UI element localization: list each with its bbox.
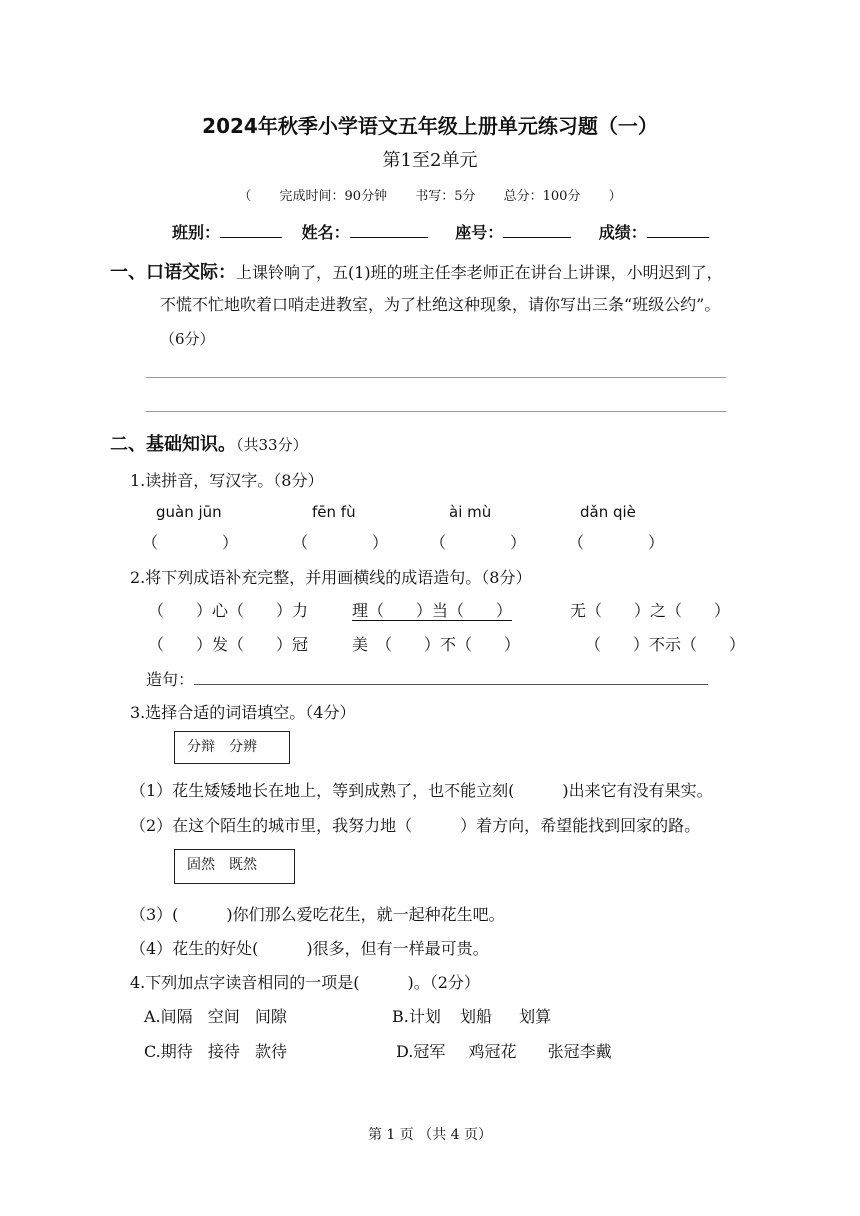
option-d-label: D. [396, 1042, 414, 1061]
sentence-4: （4）花生的好处( )很多，但有一样最可贵。 [130, 939, 489, 958]
class-label: 班别： [172, 223, 221, 242]
idiom-1[interactable]: （ ）心（ ）力 [148, 601, 309, 620]
option-d-word-2: 鸡冠花 [468, 1042, 517, 1061]
option-c-word-3: 款待 [254, 1042, 287, 1061]
total-score: 总分：100分 [503, 189, 581, 204]
page-footer: 第 1 页 （共 4 页） [367, 1127, 493, 1143]
question-4-title: 4.下列加点字读音相同的一项是( )。（2分） [130, 973, 480, 992]
idiom-5[interactable]: 美 （ ）不（ ） [352, 635, 521, 654]
name-label: 姓名： [301, 223, 350, 242]
option-b-label: B. [392, 1007, 409, 1026]
option-a-label: A. [144, 1007, 161, 1026]
option-b-word-2: 划船 [459, 1007, 492, 1026]
section-2-heading: 二、基础知识。 [110, 434, 236, 455]
option-d-word-1: 冠军 [413, 1042, 446, 1061]
pinyin-1: guàn jūn [156, 503, 222, 521]
option-c-word-2: 接待 [207, 1042, 240, 1061]
sentence-1: （1）花生矮矮地长在地上，等到成熟了，也不能立刻( )出来它有没有果实。 [130, 781, 713, 800]
section-1-line-2: 不慌不忙地吹着口哨走进教室，为了杜绝这种现象，请你写出三条“班级公约”。 [160, 295, 721, 314]
idiom-2-underlined[interactable]: 理（ ）当（ ） [352, 601, 513, 620]
section-1 [110, 258, 723, 284]
option-c[interactable] [144, 1039, 287, 1062]
option-b-word-1: 计划 [408, 1007, 441, 1026]
sentence-label: 造句： [146, 670, 195, 689]
exam-note [0, 185, 860, 204]
section-1-points: （6分） [160, 330, 215, 348]
pinyin-2: fēn fù [312, 503, 356, 521]
section-2-header [110, 430, 308, 456]
option-a-word-1: 间隔 [160, 1007, 193, 1026]
answer-box-2[interactable]: （ ） [292, 533, 389, 552]
idiom-6[interactable]: （ ）不示（ ） [585, 635, 746, 654]
option-a[interactable] [144, 1004, 287, 1027]
section-1-heading: 一、口语交际： [110, 262, 236, 283]
score-blank[interactable] [647, 223, 709, 238]
section-1-line-1: 上课铃响了，五(1)班的班主任李老师正在讲台上讲课，小明迟到了， [236, 263, 723, 282]
sentence-3: （3）( )你们那么爱吃花生，就一起种花生吧。 [130, 905, 505, 924]
seat-blank[interactable] [503, 223, 571, 238]
option-a-word-3: 间隙 [254, 1007, 287, 1026]
option-c-word-1: 期待 [160, 1042, 193, 1061]
note-open: （ [238, 189, 252, 204]
sentence-line[interactable] [194, 684, 708, 685]
option-b[interactable] [392, 1004, 551, 1027]
answer-line-1[interactable] [146, 377, 726, 378]
time-limit: 完成时间：90分钟 [279, 189, 388, 204]
note-close: ） [608, 189, 622, 204]
question-3-title: 3.选择合适的词语填空。（4分） [130, 703, 356, 722]
answer-box-4[interactable]: （ ） [568, 533, 665, 552]
word-choice-box-1: 分辩 分辨 [174, 731, 290, 764]
seat-label: 座号： [455, 223, 504, 242]
unit-subtitle: 第1至2单元 [382, 150, 478, 171]
option-c-label: C. [144, 1042, 161, 1061]
idiom-4[interactable]: （ ）发（ ）冠 [148, 635, 309, 654]
answer-box-1[interactable]: （ ） [142, 533, 239, 552]
sentence-2: （2）在这个陌生的城市里，我努力地（ ）着方向，希望能找到回家的路。 [130, 816, 701, 835]
class-blank[interactable] [220, 223, 282, 238]
page-title: 2024年秋季小学语文五年级上册单元练习题（一） [202, 114, 658, 138]
student-info [172, 220, 723, 243]
option-b-word-3: 划算 [519, 1007, 552, 1026]
option-d-word-3: 张冠李戴 [547, 1042, 612, 1061]
question-1-title: 1.读拼音，写汉字。（8分） [130, 471, 324, 490]
score-label: 成绩： [598, 223, 647, 242]
section-2-points: （共33分） [236, 436, 308, 454]
word-choice-box-2: 固然 既然 [174, 849, 295, 884]
question-2-title: 2.将下列成语补充完整，并用画横线的成语造句。（8分） [130, 568, 532, 587]
idiom-3[interactable]: 无（ ）之（ ） [570, 601, 731, 620]
pinyin-4: dǎn qiè [580, 503, 636, 521]
option-d[interactable] [396, 1039, 612, 1062]
writing-score: 书写：5分 [415, 189, 476, 204]
answer-box-3[interactable]: （ ） [430, 533, 527, 552]
answer-line-2[interactable] [146, 411, 726, 412]
name-blank[interactable] [350, 223, 428, 238]
pinyin-3: ài mù [449, 503, 492, 521]
option-a-word-2: 空间 [207, 1007, 240, 1026]
